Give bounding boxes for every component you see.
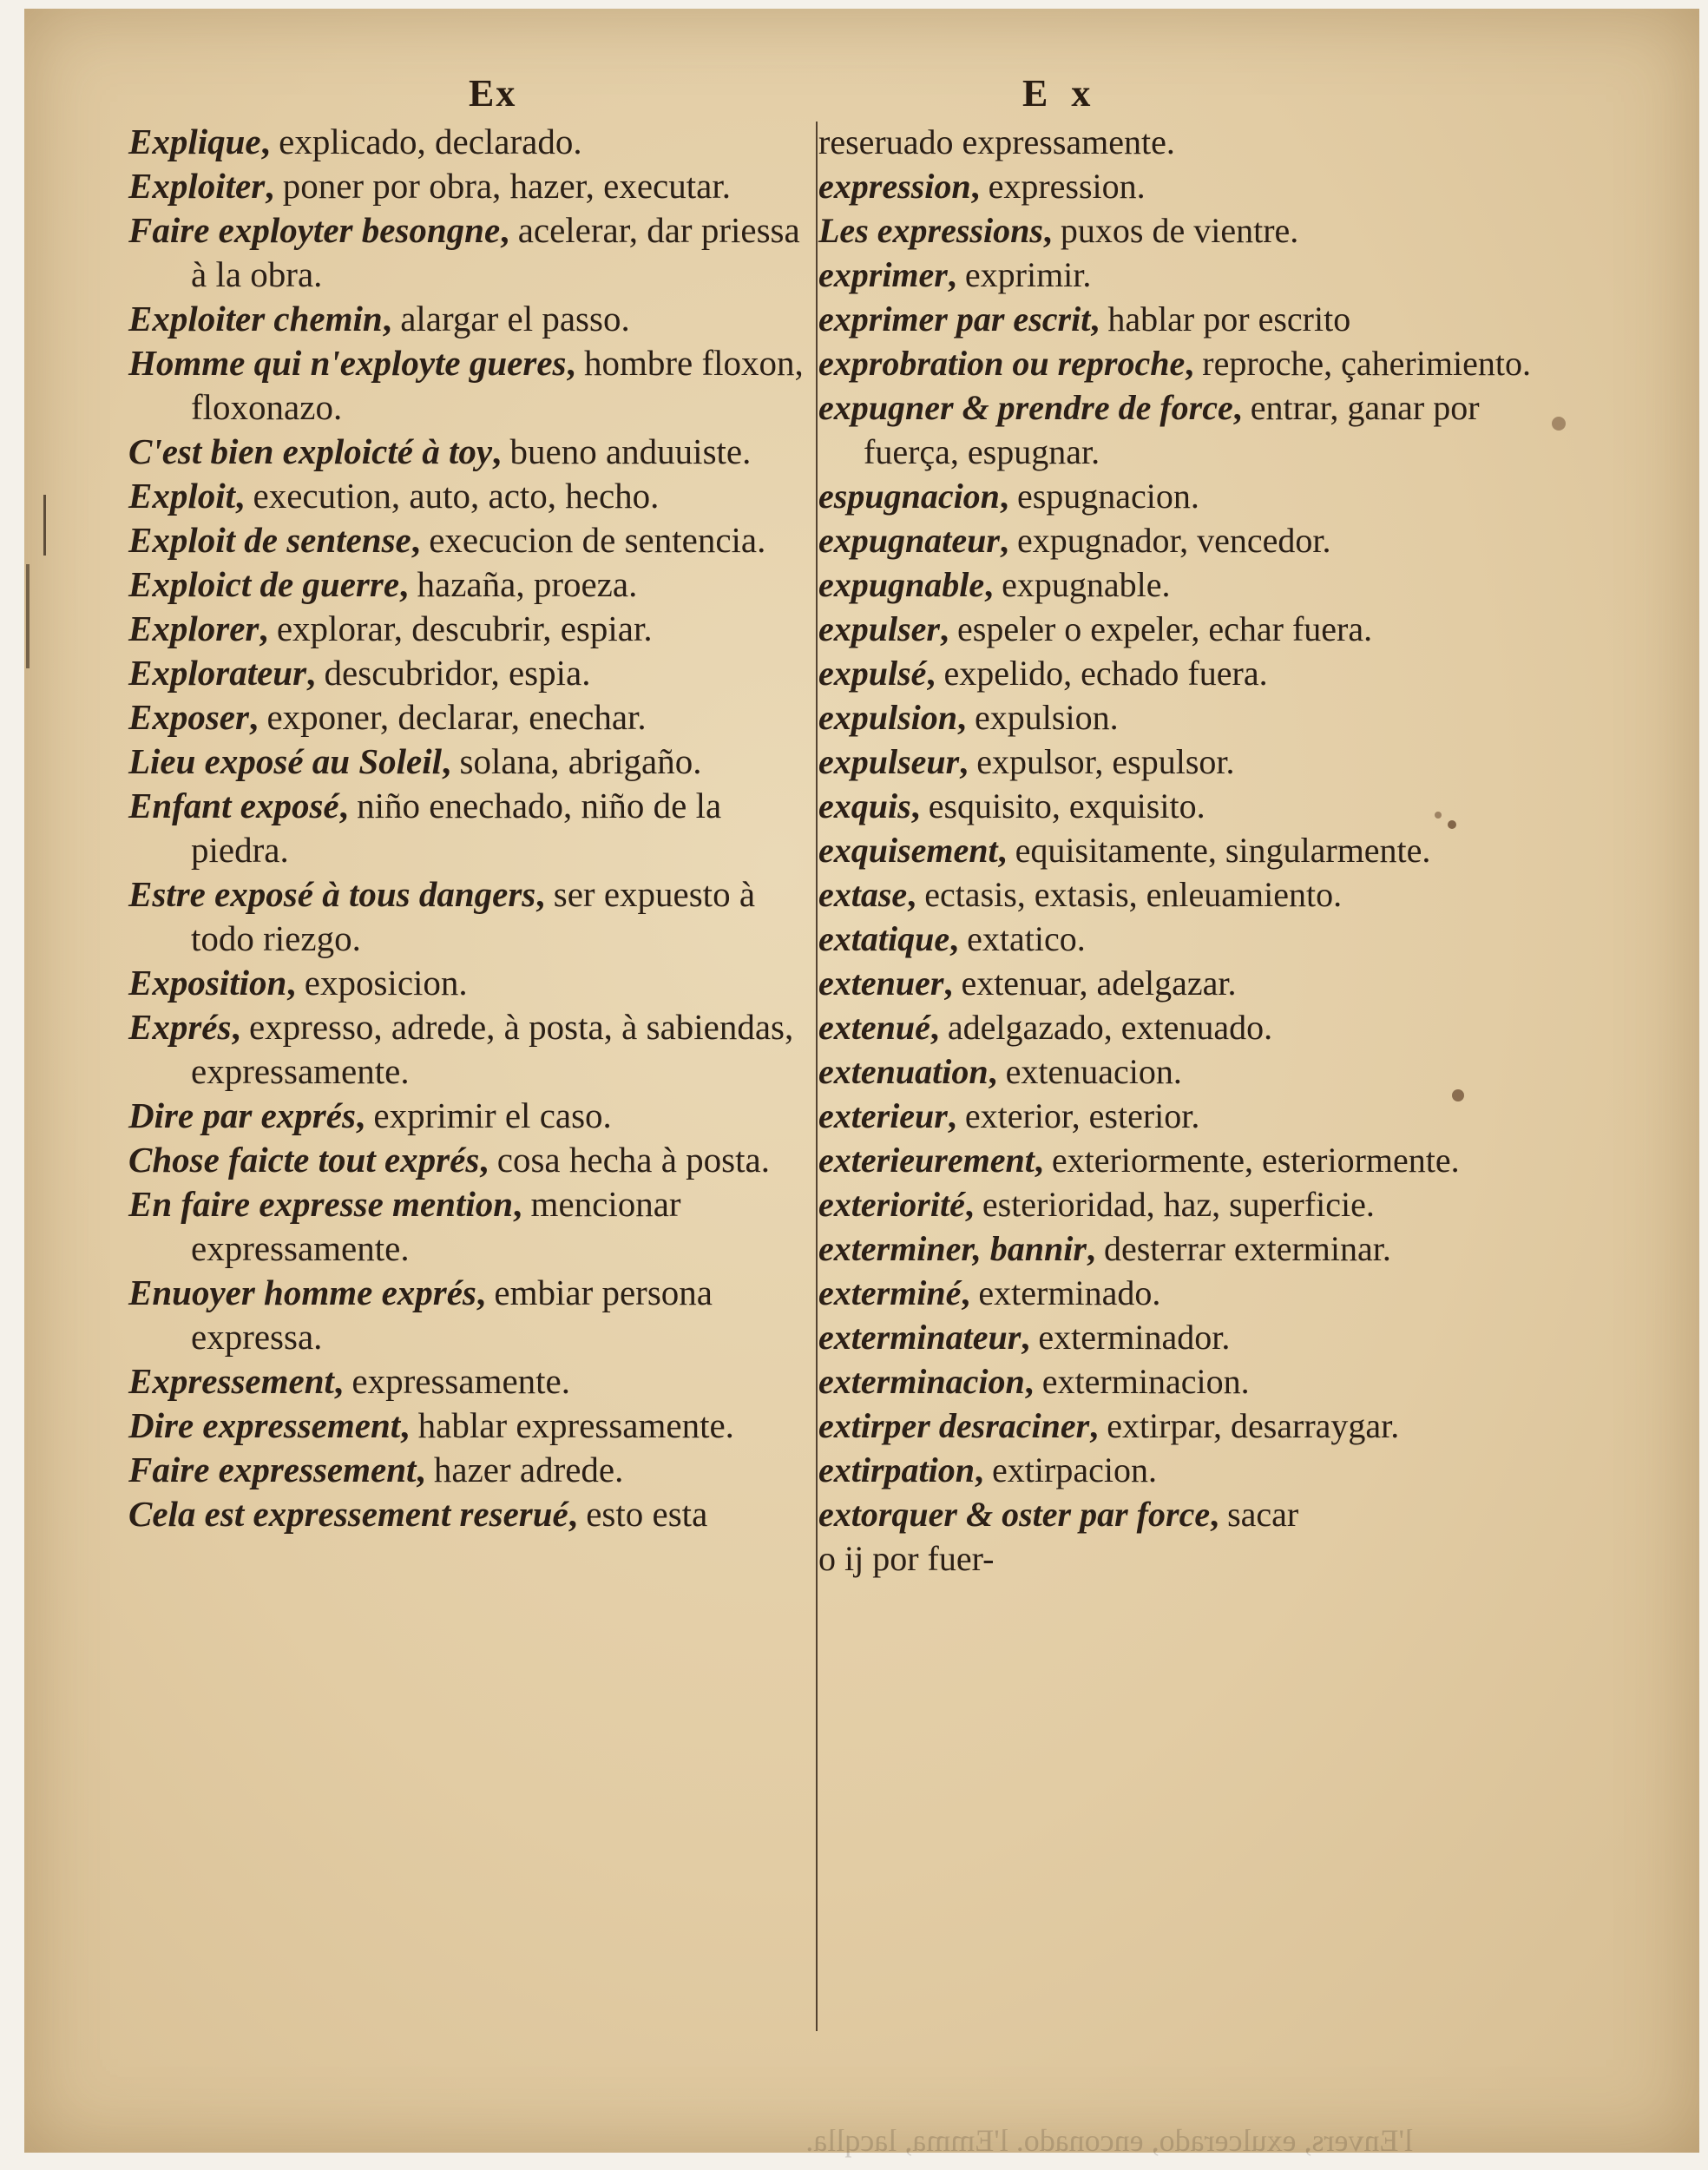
dictionary-entry: Explique, explicado, declarado.	[128, 122, 582, 161]
entry-headword: Homme qui n'exployte gueres	[128, 343, 567, 383]
entry-headword: expulseur	[818, 742, 960, 781]
dictionary-entry: Les expressions, puxos de vientre.	[818, 211, 1299, 250]
dictionary-entry: extirpation, extirpacion.	[818, 1450, 1157, 1489]
entry-headword: exprobration ou reproche	[818, 344, 1186, 383]
entry-headword: En faire expresse mention	[128, 1184, 514, 1224]
dictionary-entry: Faire exployter besongne, acelerar, dar priessa à la obra.	[128, 210, 800, 294]
dictionary-entry: Faire expressement, hazer adrede.	[128, 1450, 624, 1489]
left-running-header: Ex	[469, 72, 517, 115]
entry-translation: exprimir el caso.	[373, 1095, 612, 1135]
entry-translation: expulsion.	[975, 698, 1119, 737]
ink-spot	[1552, 417, 1566, 431]
entry-translation: exprimir.	[964, 255, 1092, 294]
dictionary-entry: expulsion, expulsion.	[818, 698, 1119, 737]
entry-translation: reproche, çaherimiento.	[1202, 344, 1531, 383]
entry-headword: expression	[818, 167, 971, 206]
entry-translation: expulsor, espulsor.	[976, 742, 1235, 781]
dictionary-entry: expression, expression.	[818, 167, 1146, 206]
entry-headword: Enuoyer homme exprés	[128, 1272, 476, 1312]
dictionary-entry: Dire expressement, hablar expressamente.	[128, 1405, 734, 1445]
bleed-through-text: l'Envers, exulcerado, enconado. l'Emma, lacqlla.	[805, 2123, 1413, 2158]
dictionary-entry: expulser, espeler o expeler, echar fuera.	[818, 609, 1373, 648]
dictionary-entry: expulseur, expulsor, espulsor.	[818, 742, 1235, 781]
dictionary-entry: Exposer, exponer, declarar, enechar.	[128, 697, 647, 737]
dictionary-entry: Explorer, explorar, descubrir, espiar.	[128, 608, 653, 648]
entry-translation: entrar, ganar por fuerça, espugnar.	[864, 388, 1480, 471]
entry-headword: exterminé	[818, 1273, 962, 1312]
entry-translation: esquisito, exquisito.	[928, 786, 1205, 825]
dictionary-entry: exterieurement, exteriormente, esteriormente.	[818, 1141, 1460, 1180]
entry-translation: sacar	[1227, 1495, 1299, 1534]
entry-headword: extirper desraciner	[818, 1406, 1090, 1445]
entry-translation: embiar persona expressa.	[191, 1272, 713, 1357]
entry-translation: equisitamente, singularmente.	[1015, 831, 1431, 870]
dictionary-entry: extorquer & oster par force, sacar	[818, 1495, 1299, 1534]
entry-translation: expressamente.	[351, 1361, 570, 1401]
entry-headword: expugnateur	[818, 521, 1000, 560]
entry-headword: Enfant exposé	[128, 786, 339, 825]
entry-headword: espugnacion	[818, 477, 1000, 516]
entry-headword: exquis	[818, 786, 911, 825]
dictionary-entry: Enfant exposé, niño enechado, niño de la piedra.	[128, 786, 722, 870]
entry-headword: Faire expressement	[128, 1450, 417, 1489]
entry-headword: C'est bien exploicté à toy	[128, 431, 493, 471]
entry-headword: expulser	[818, 609, 940, 648]
entry-translation: exterior, esterior.	[964, 1096, 1200, 1135]
entry-translation: exposicion.	[304, 963, 468, 1003]
entry-translation: hazer adrede.	[433, 1450, 624, 1489]
dictionary-entry: Explorateur, descubridor, espia.	[128, 653, 591, 693]
dictionary-entry: exquisement, equisitamente, singularmente.	[818, 831, 1431, 870]
dictionary-entry: expulsé, expelido, echado fuera.	[818, 654, 1268, 693]
entry-translation: acelerar, dar priessa à la obra.	[191, 210, 800, 294]
dictionary-entry: Exprés, expresso, adrede, à posta, à sabiendas, expressamente.	[128, 1007, 794, 1091]
dictionary-entry: Homme qui n'exployte gueres, hombre floxon, floxonazo.	[128, 343, 804, 427]
entry-headword: Exploiter	[128, 166, 266, 206]
dictionary-entry: extatique, extatico.	[818, 919, 1086, 958]
entry-translation: alargar el passo.	[400, 299, 630, 339]
entry-translation: ser expuesto à todo riezgo.	[191, 874, 756, 958]
entry-translation: exteriormente, esteriormente.	[1051, 1141, 1460, 1180]
column-divider	[816, 122, 818, 2031]
entry-translation: execucion de sentencia.	[429, 520, 766, 560]
dictionary-entry: exterieur, exterior, esterior.	[818, 1096, 1200, 1135]
entry-headword: exterminer, bannir	[818, 1229, 1087, 1268]
entry-translation: ectasis, extasis, enleuamiento.	[924, 875, 1343, 914]
right-entries	[818, 164, 1565, 1536]
entry-translation: expresso, adrede, à posta, à sabiendas, expressamente.	[191, 1007, 794, 1091]
dictionary-entry: Exploict de guerre, hazaña, proeza.	[128, 564, 638, 604]
dictionary-entry: Exposition, exposicion.	[128, 963, 468, 1003]
entry-translation: hombre floxon, floxonazo.	[191, 343, 804, 427]
entry-translation: hablar expressamente.	[417, 1405, 734, 1445]
dictionary-entry: exprobration ou reproche, reproche, çaherimiento.	[818, 344, 1531, 383]
entry-translation: hazaña, proeza.	[417, 564, 638, 604]
entry-translation: espeler o expeler, echar fuera.	[957, 609, 1373, 648]
entry-headword: exprimer	[818, 255, 948, 294]
entry-translation: extenuar, adelgazar.	[961, 963, 1237, 1003]
entry-translation: extatico.	[967, 919, 1086, 958]
dictionary-entry: Exploiter chemin, alargar el passo.	[128, 299, 630, 339]
entry-translation: explorar, descubrir, espiar.	[276, 608, 653, 648]
entry-headword: Exposer	[128, 697, 249, 737]
dictionary-entry: Chose faicte tout exprés, cosa hecha à posta.	[128, 1140, 770, 1180]
entry-translation: descubridor, espia.	[324, 653, 591, 693]
entry-headword: extirpation	[818, 1450, 976, 1489]
ink-spot	[1448, 820, 1456, 829]
dictionary-entry: C'est bien exploicté à toy, bueno anduuiste.	[128, 431, 752, 471]
catchword-line: o ij por fuer-	[818, 1539, 995, 1578]
entry-headword: exterieurement	[818, 1141, 1035, 1180]
entry-headword: Exprés	[128, 1007, 232, 1047]
dictionary-entry: exterminateur, exterminador.	[818, 1318, 1231, 1357]
entry-headword: Chose faicte tout exprés	[128, 1140, 480, 1180]
dictionary-entry: Cela est expressement reserué, esto esta	[128, 1494, 708, 1534]
dictionary-entry: expugnable, expugnable.	[818, 565, 1171, 604]
dictionary-entry: espugnacion, espugnacion.	[818, 477, 1199, 516]
entry-headword: extenuation	[818, 1052, 989, 1091]
entry-translation: hablar por escrito	[1107, 299, 1351, 339]
dictionary-entry: exprimer, exprimir.	[818, 255, 1092, 294]
entry-translation: exterminacion.	[1041, 1362, 1250, 1401]
entry-headword: exquisement	[818, 831, 998, 870]
continuation-line: reseruado expressamente.	[818, 122, 1175, 161]
entry-translation: espugnacion.	[1016, 477, 1199, 516]
entry-headword: expugner & prendre de force	[818, 388, 1233, 427]
entry-headword: expulsé	[818, 654, 927, 693]
entry-headword: extase	[818, 875, 908, 914]
dictionary-entry: Enuoyer homme exprés, embiar persona expressa.	[128, 1272, 713, 1357]
ink-spot	[1452, 1089, 1464, 1101]
dictionary-entry: exterminacion, exterminacion.	[818, 1362, 1250, 1401]
entry-headword: exprimer par escrit	[818, 299, 1091, 339]
entry-headword: exteriorité	[818, 1185, 965, 1224]
entry-translation: mencionar expressamente.	[191, 1184, 681, 1268]
dictionary-entry: Exploit de sentense, execucion de sentencia.	[128, 520, 766, 560]
entry-headword: Exploit	[128, 476, 236, 516]
book-page	[24, 9, 1699, 2158]
entry-headword: Lieu exposé au Soleil	[128, 741, 443, 781]
dictionary-entry: exterminer, bannir, desterrar exterminar.	[818, 1229, 1391, 1268]
dictionary-entry: Exploiter, poner por obra, hazer, executar.	[128, 166, 731, 206]
dictionary-entry: exquis, esquisito, exquisito.	[818, 786, 1205, 825]
entry-translation: adelgazado, extenuado.	[947, 1008, 1273, 1047]
entry-translation: exterminador.	[1038, 1318, 1231, 1357]
entry-headword: exterminacion	[818, 1362, 1025, 1401]
entry-translation: puxos de vientre.	[1060, 211, 1299, 250]
entry-headword: Cela est expressement reserué	[128, 1494, 568, 1534]
entry-headword: extenué	[818, 1008, 930, 1047]
entry-headword: Exploict de guerre	[128, 564, 400, 604]
dictionary-entry: exterminé, exterminado.	[818, 1273, 1161, 1312]
entry-headword: Explorateur	[128, 653, 307, 693]
entry-translation: cosa hecha à posta.	[496, 1140, 770, 1180]
ink-spot	[1435, 812, 1442, 819]
dictionary-entry: Exploit, execution, auto, acto, hecho.	[128, 476, 660, 516]
entry-headword: Faire exployter besongne	[128, 210, 501, 250]
dictionary-entry: Expressement, expressamente.	[128, 1361, 570, 1401]
entry-translation: exterminado.	[978, 1273, 1161, 1312]
entry-translation: niño enechado, niño de la piedra.	[191, 786, 722, 870]
entry-translation: expelido, echado fuera.	[943, 654, 1268, 693]
entry-headword: Exploit de sentense	[128, 520, 411, 560]
dictionary-entry: Dire par exprés, exprimir el caso.	[128, 1095, 612, 1135]
entry-headword: exterieur	[818, 1096, 948, 1135]
margin-mark	[26, 564, 30, 668]
dictionary-entry: extenuer, extenuar, adelgazar.	[818, 963, 1237, 1003]
dictionary-entry: extenué, adelgazado, extenuado.	[818, 1008, 1273, 1047]
left-column	[128, 120, 814, 1536]
entry-headword: Les expressions	[818, 211, 1043, 250]
entry-translation: esterioridad, haz, superficie.	[982, 1185, 1375, 1224]
entry-translation: expression.	[988, 167, 1146, 206]
dictionary-entry: extase, ectasis, extasis, enleuamiento.	[818, 875, 1343, 914]
dictionary-entry: Estre exposé à tous dangers, ser expuesto à todo riezgo.	[128, 874, 756, 958]
entry-translation: esto esta	[586, 1494, 708, 1534]
entry-translation: expugnador, vencedor.	[1016, 521, 1331, 560]
entry-translation: expugnable.	[1002, 565, 1171, 604]
margin-mark	[43, 495, 46, 556]
entry-translation: execution, auto, acto, hecho.	[253, 476, 660, 516]
entry-translation: solana, abrigaño.	[459, 741, 702, 781]
entry-headword: expulsion	[818, 698, 958, 737]
right-running-header: E x	[1022, 72, 1098, 115]
entry-headword: Explique	[128, 122, 261, 161]
entry-headword: Expressement	[128, 1361, 334, 1401]
entry-translation: bueno anduuiste.	[509, 431, 752, 471]
entry-headword: exterminateur	[818, 1318, 1022, 1357]
entry-translation: extirpar, desarraygar.	[1107, 1406, 1400, 1445]
entry-headword: Explorer	[128, 608, 259, 648]
dictionary-entry: Lieu exposé au Soleil, solana, abrigaño.	[128, 741, 702, 781]
entry-headword: Dire expressement	[128, 1405, 401, 1445]
dictionary-entry: expugnateur, expugnador, vencedor.	[818, 521, 1331, 560]
entry-translation: extenuacion.	[1005, 1052, 1182, 1091]
entry-headword: Estre exposé à tous dangers	[128, 874, 536, 914]
dictionary-entry: extirper desraciner, extirpar, desarraygar.	[818, 1406, 1400, 1445]
entry-headword: extatique	[818, 919, 950, 958]
dictionary-entry: exprimer par escrit, hablar por escrito	[818, 299, 1351, 339]
entry-headword: extorquer & oster par force	[818, 1495, 1211, 1534]
entry-headword: Exploiter chemin	[128, 299, 383, 339]
dictionary-entry: En faire expresse mention, mencionar expressamente.	[128, 1184, 681, 1268]
entry-translation: explicado, declarado.	[279, 122, 582, 161]
entry-headword: extenuer	[818, 963, 944, 1003]
entry-translation: exponer, declarar, enechar.	[266, 697, 647, 737]
entry-translation: extirpacion.	[992, 1450, 1157, 1489]
entry-translation: desterrar exterminar.	[1103, 1229, 1391, 1268]
entry-headword: Dire par exprés	[128, 1095, 356, 1135]
dictionary-entry: extenuation, extenuacion.	[818, 1052, 1182, 1091]
entry-headword: Exposition	[128, 963, 287, 1003]
entry-translation: poner por obra, hazer, executar.	[282, 166, 731, 206]
dictionary-entry: exteriorité, esterioridad, haz, superficie.	[818, 1185, 1375, 1224]
right-column	[818, 120, 1565, 1581]
dictionary-entry: expugner & prendre de force, entrar, ganar por fuerça, espugnar.	[818, 388, 1480, 471]
entry-headword: expugnable	[818, 565, 985, 604]
